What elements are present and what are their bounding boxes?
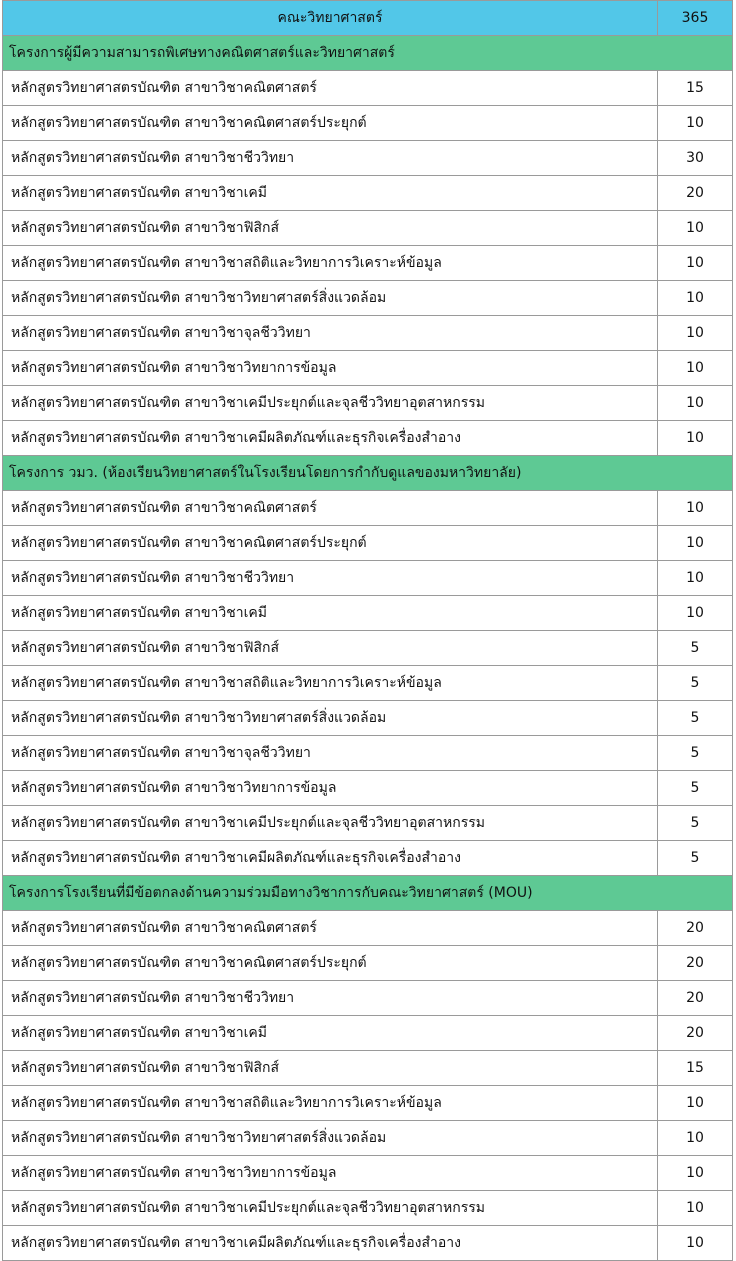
quota-table [2,0,733,1261]
table-row [3,526,733,561]
section-title: โครงการ วมว. (ห้องเรียนวิทยาศาสตร์ในโรงเรียนโดยการกำกับดูแลของมหาวิทยาลัย) [3,456,733,491]
program-name: หลักสูตรวิทยาศาสตรบัณฑิต สาขาวิชาวิทยาการข้อมูล [3,351,658,386]
table-row [3,211,733,246]
program-name: หลักสูตรวิทยาศาสตรบัณฑิต สาขาวิชาวิทยาศาสตร์สิ่งแวดล้อม [3,1121,658,1156]
table-row [3,141,733,176]
program-name: หลักสูตรวิทยาศาสตรบัณฑิต สาขาวิชาคณิตศาสตร์ประยุกต์ [3,526,658,561]
table-row [3,1226,733,1261]
quota-value: 5 [658,841,733,876]
quota-table-body [3,1,733,1261]
quota-value: 10 [658,351,733,386]
quota-value: 20 [658,911,733,946]
program-name: หลักสูตรวิทยาศาสตรบัณฑิต สาขาวิชาเคมี [3,176,658,211]
quota-value: 10 [658,1156,733,1191]
program-name: หลักสูตรวิทยาศาสตรบัณฑิต สาขาวิชาคณิตศาสตร์ประยุกต์ [3,106,658,141]
program-name: หลักสูตรวิทยาศาสตรบัณฑิต สาขาวิชาเคมีผลิตภัณฑ์และธุรกิจเครื่องสำอาง [3,421,658,456]
program-name: หลักสูตรวิทยาศาสตรบัณฑิต สาขาวิชาจุลชีววิทยา [3,316,658,351]
program-name: หลักสูตรวิทยาศาสตรบัณฑิต สาขาวิชาจุลชีววิทยา [3,736,658,771]
table-row [3,421,733,456]
quota-value: 10 [658,561,733,596]
table-row [3,106,733,141]
quota-value: 10 [658,246,733,281]
program-name: หลักสูตรวิทยาศาสตรบัณฑิต สาขาวิชาคณิตศาสตร์ [3,491,658,526]
program-name: หลักสูตรวิทยาศาสตรบัณฑิต สาขาวิชาคณิตศาสตร์ [3,71,658,106]
quota-value: 10 [658,106,733,141]
table-row [3,806,733,841]
quota-value: 10 [658,526,733,561]
faculty-header-row [3,1,733,36]
table-row [3,736,733,771]
table-row [3,596,733,631]
table-row [3,631,733,666]
table-row [3,701,733,736]
program-name: หลักสูตรวิทยาศาสตรบัณฑิต สาขาวิชาเคมี [3,1016,658,1051]
faculty-title: คณะวิทยาศาสตร์ [3,1,658,36]
quota-value: 10 [658,316,733,351]
quota-value: 10 [658,386,733,421]
program-name: หลักสูตรวิทยาศาสตรบัณฑิต สาขาวิชาเคมีประยุกต์และจุลชีววิทยาอุตสาหกรรม [3,1191,658,1226]
quota-value: 10 [658,211,733,246]
program-name: หลักสูตรวิทยาศาสตรบัณฑิต สาขาวิชาสถิติและวิทยาการวิเคราะห์ข้อมูล [3,666,658,701]
program-name: หลักสูตรวิทยาศาสตรบัณฑิต สาขาวิชาฟิสิกส์ [3,1051,658,1086]
quota-value: 5 [658,806,733,841]
quota-value: 10 [658,421,733,456]
table-row [3,1016,733,1051]
table-row [3,316,733,351]
table-row [3,561,733,596]
program-name: หลักสูตรวิทยาศาสตรบัณฑิต สาขาวิชาฟิสิกส์ [3,631,658,666]
quota-value: 20 [658,1016,733,1051]
table-row [3,911,733,946]
program-name: หลักสูตรวิทยาศาสตรบัณฑิต สาขาวิชาเคมีประยุกต์และจุลชีววิทยาอุตสาหกรรม [3,806,658,841]
faculty-total: 365 [658,1,733,36]
table-row [3,1121,733,1156]
quota-value: 10 [658,491,733,526]
program-name: หลักสูตรวิทยาศาสตรบัณฑิต สาขาวิชาชีววิทยา [3,561,658,596]
section-header-row [3,456,733,491]
program-name: หลักสูตรวิทยาศาสตรบัณฑิต สาขาวิชาชีววิทยา [3,141,658,176]
quota-value: 10 [658,1191,733,1226]
program-name: หลักสูตรวิทยาศาสตรบัณฑิต สาขาวิชาเคมี [3,596,658,631]
table-row [3,771,733,806]
section-header-row [3,36,733,71]
table-row [3,981,733,1016]
program-name: หลักสูตรวิทยาศาสตรบัณฑิต สาขาวิชาวิทยาการข้อมูล [3,771,658,806]
program-name: หลักสูตรวิทยาศาสตรบัณฑิต สาขาวิชาวิทยาศาสตร์สิ่งแวดล้อม [3,281,658,316]
section-header-row [3,876,733,911]
quota-value: 20 [658,176,733,211]
table-row [3,1191,733,1226]
program-name: หลักสูตรวิทยาศาสตรบัณฑิต สาขาวิชาเคมีผลิตภัณฑ์และธุรกิจเครื่องสำอาง [3,1226,658,1261]
quota-value: 5 [658,631,733,666]
table-row [3,71,733,106]
table-row [3,491,733,526]
program-name: หลักสูตรวิทยาศาสตรบัณฑิต สาขาวิชาชีววิทยา [3,981,658,1016]
table-row [3,946,733,981]
table-row [3,281,733,316]
table-row [3,841,733,876]
table-row [3,1156,733,1191]
table-row [3,351,733,386]
program-name: หลักสูตรวิทยาศาสตรบัณฑิต สาขาวิชาคณิตศาสตร์ประยุกต์ [3,946,658,981]
section-title: โครงการโรงเรียนที่มีข้อตกลงด้านความร่วมมือทางวิชาการกับคณะวิทยาศาสตร์ (MOU) [3,876,733,911]
program-name: หลักสูตรวิทยาศาสตรบัณฑิต สาขาวิชาคณิตศาสตร์ [3,911,658,946]
table-row [3,666,733,701]
program-name: หลักสูตรวิทยาศาสตรบัณฑิต สาขาวิชาเคมีประยุกต์และจุลชีววิทยาอุตสาหกรรม [3,386,658,421]
quota-value: 20 [658,946,733,981]
table-row [3,176,733,211]
table-row [3,386,733,421]
table-row [3,1086,733,1121]
quota-value: 15 [658,1051,733,1086]
program-name: หลักสูตรวิทยาศาสตรบัณฑิต สาขาวิชาเคมีผลิตภัณฑ์และธุรกิจเครื่องสำอาง [3,841,658,876]
quota-value: 10 [658,1226,733,1261]
program-name: หลักสูตรวิทยาศาสตรบัณฑิต สาขาวิชาวิทยาศาสตร์สิ่งแวดล้อม [3,701,658,736]
quota-value: 5 [658,771,733,806]
quota-value: 5 [658,701,733,736]
program-name: หลักสูตรวิทยาศาสตรบัณฑิต สาขาวิชาสถิติและวิทยาการวิเคราะห์ข้อมูล [3,1086,658,1121]
quota-value: 5 [658,666,733,701]
quota-value: 10 [658,281,733,316]
table-row [3,246,733,281]
quota-value: 10 [658,1086,733,1121]
program-name: หลักสูตรวิทยาศาสตรบัณฑิต สาขาวิชาฟิสิกส์ [3,211,658,246]
program-name: หลักสูตรวิทยาศาสตรบัณฑิต สาขาวิชาวิทยาการข้อมูล [3,1156,658,1191]
section-title: โครงการผู้มีความสามารถพิเศษทางคณิตศาสตร์และวิทยาศาสตร์ [3,36,733,71]
quota-value: 5 [658,736,733,771]
quota-value: 20 [658,981,733,1016]
quota-value: 10 [658,596,733,631]
quota-value: 15 [658,71,733,106]
program-name: หลักสูตรวิทยาศาสตรบัณฑิต สาขาวิชาสถิติและวิทยาการวิเคราะห์ข้อมูล [3,246,658,281]
quota-value: 10 [658,1121,733,1156]
table-row [3,1051,733,1086]
quota-value: 30 [658,141,733,176]
